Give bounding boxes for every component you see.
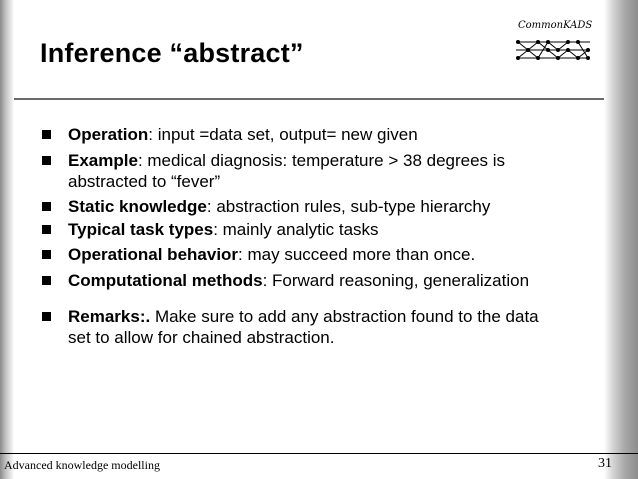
- bullet-square-icon: [42, 130, 51, 139]
- bullet-term: Typical task types: [68, 220, 214, 239]
- bullet-term: Remarks:.: [68, 307, 151, 326]
- bullet-text: : Forward reasoning, generalization: [262, 271, 530, 290]
- bullet-text: : input =data set, output= new given: [148, 125, 418, 144]
- footer-course-title: Advanced knowledge modelling: [4, 458, 160, 472]
- bullet-square-icon: [42, 202, 51, 211]
- bullet-square-icon: [42, 312, 51, 321]
- bullet-static-knowledge: [42, 196, 562, 217]
- bullet-text: : mainly analytic tasks: [213, 220, 379, 239]
- bullet-square-icon: [42, 156, 51, 165]
- title-divider: [14, 98, 604, 100]
- bullet-term: Static knowledge: [68, 197, 207, 216]
- logo-graphic: [514, 36, 592, 66]
- bullet-operational-behavior: [42, 244, 562, 265]
- page-number: 31: [598, 456, 612, 471]
- bullet-term: Example: [68, 151, 138, 170]
- logo-text: CommonKADS: [518, 20, 593, 31]
- bullet-square-icon: [42, 225, 51, 234]
- bullet-term: Operational behavior: [68, 245, 239, 264]
- bullet-remarks: [42, 306, 562, 348]
- bullet-text: : may succeed more than once.: [238, 245, 476, 264]
- bullet-example: [42, 150, 562, 192]
- left-decorative-bar: [0, 0, 14, 479]
- bullet-square-icon: [42, 276, 51, 285]
- commonkads-logo: [514, 20, 592, 72]
- bullet-text: : abstraction rules, sub-type hierarchy: [206, 197, 491, 216]
- right-decorative-bar: [604, 0, 638, 479]
- bullet-square-icon: [42, 250, 51, 259]
- bullet-term: Computational methods: [68, 271, 263, 290]
- bullet-text: : medical diagnosis: temperature > 38 degrees is abstracted to “fever”: [68, 151, 506, 191]
- bullet-operation: [42, 124, 562, 145]
- bullet-text: Make sure to add any abstraction found to the data set to allow for chained abstraction.: [68, 307, 539, 347]
- bullet-computational-methods: [42, 270, 562, 291]
- slide-title: Inference “abstract”: [40, 38, 304, 68]
- bullet-term: Operation: [68, 125, 149, 144]
- bullet-typical-task-types: [42, 219, 562, 240]
- footer-divider: [0, 453, 638, 454]
